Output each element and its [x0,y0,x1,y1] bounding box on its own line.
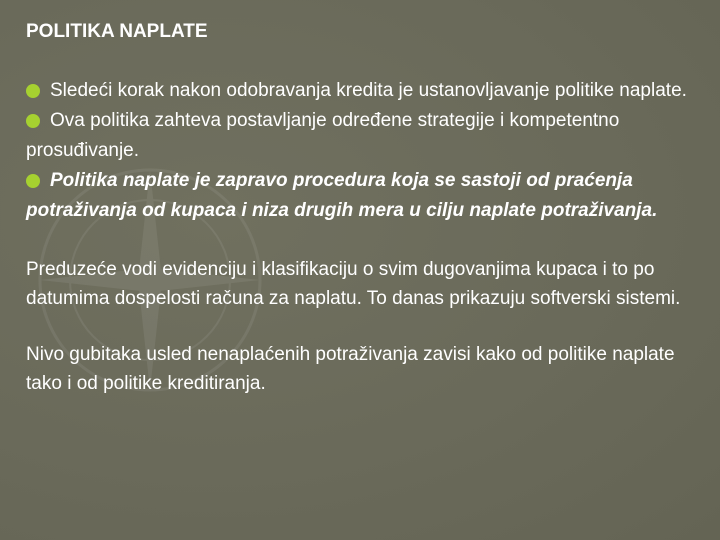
bullet-item-3 [26,166,696,226]
bullet-dot-icon [26,174,40,188]
bullet-dot-icon [26,84,40,98]
slide-title: POLITIKA NAPLATE [26,21,208,42]
bullet-item-1 [26,76,696,106]
paragraph-losses: Nivo gubitaka usled nenaplaćenih potraživanja zavisi kako od politike naplate tako i od politike kreditiranja. [26,344,675,394]
bullet-dot-icon [26,114,40,128]
paragraph-evidence: Preduzeće vodi evidenciju i klasifikaciju o svim dugovanjima kupaca i to po datumima dospelosti računa za naplatu. To danas prikazuju softverski sistemi. [26,259,681,309]
bullet-text: Ova politika zahteva postavljanje određene strategije i kompetentno prosuđivanje. [26,110,620,161]
bullet-text: Politika naplate je zapravo procedura koja se sastoji od praćenja potraživanja od kupaca i niza drugih mera u cilju naplate potraživanja. [26,170,658,221]
bullet-text: Sledeći korak nakon odobravanja kredita je ustanovljavanje politike naplate. [50,80,687,101]
bullet-item-2 [26,106,696,166]
slide-content [26,18,696,398]
